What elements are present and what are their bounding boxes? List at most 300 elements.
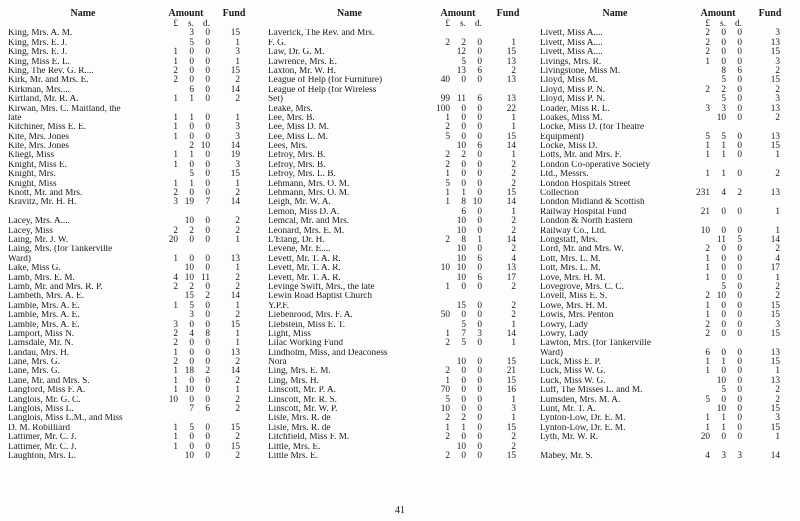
- donor-row: [268, 142, 531, 151]
- header-name: Name: [602, 8, 628, 19]
- amount-pence: 0: [737, 281, 742, 292]
- amount-pence: 0: [477, 188, 482, 199]
- fund-number: 3: [235, 159, 240, 170]
- donor-name: Lawton, Mrs. (for Tankerville: [540, 339, 651, 349]
- donor-name: Luck, Miss E. P.: [540, 358, 601, 368]
- donor-name: Lehmann, Mrs. O. M.: [268, 189, 350, 199]
- donor-row: [540, 180, 795, 189]
- donor-name: Knight, Mrs.: [8, 170, 56, 180]
- amount-shillings: 3: [721, 103, 726, 114]
- fund-number: 3: [775, 413, 780, 424]
- donor-name: Kirwan, Mrs. C. Maitland, the: [8, 104, 121, 114]
- fund-number: 19: [230, 150, 240, 161]
- amount-shillings: 15: [184, 291, 194, 302]
- amount-pence: 0: [205, 84, 210, 95]
- amount-shillings: 2: [461, 37, 466, 48]
- amount-pence: 0: [477, 112, 482, 123]
- amount-shillings: 10: [716, 112, 726, 123]
- fund-number: 3: [235, 122, 240, 133]
- amount-shillings: 0: [461, 375, 466, 386]
- donor-row: [8, 217, 258, 226]
- donor-name: Lynton-Low, Dr. E. M.: [540, 423, 626, 433]
- donor-name: Lotts, Mr. and Mrs. F.: [540, 151, 622, 161]
- donor-row: [8, 414, 258, 423]
- donor-row: [268, 339, 531, 348]
- amount-shillings: 0: [189, 375, 194, 386]
- donor-row: [268, 198, 531, 207]
- donor-row: [540, 208, 795, 217]
- donor-row: [8, 48, 258, 57]
- amount-shillings: 0: [461, 169, 466, 180]
- amount-pence: 0: [477, 338, 482, 349]
- donor-row: [540, 274, 795, 283]
- amount-shillings: 0: [721, 244, 726, 255]
- amount-shillings: 0: [721, 310, 726, 321]
- donor-row: [8, 377, 258, 386]
- amount-pounds: 1: [173, 56, 178, 67]
- donor-name: Knight, Miss E.: [8, 160, 67, 170]
- amount-shillings: 0: [721, 56, 726, 67]
- amount-pence: 0: [477, 47, 482, 58]
- amount-pence: 6: [477, 141, 482, 152]
- amount-pounds: 10: [168, 394, 178, 405]
- amount-pounds: 1: [173, 300, 178, 311]
- fund-number: 15: [770, 141, 780, 152]
- donor-row: [540, 396, 795, 405]
- donor-row: [268, 161, 531, 170]
- amount-shillings: 10: [716, 404, 726, 415]
- fund-number: 3: [235, 47, 240, 58]
- amount-shillings: 4: [721, 188, 726, 199]
- donor-row: [8, 274, 258, 283]
- donor-name: Linscott, Mr. R. S.: [268, 395, 337, 405]
- donor-row: [8, 452, 258, 461]
- donor-row: [8, 330, 258, 339]
- fund-number: 1: [511, 319, 516, 330]
- fund-number: 1: [235, 178, 240, 189]
- amount-pounds: 1: [445, 188, 450, 199]
- amount-shillings: 0: [721, 347, 726, 358]
- amount-shillings: 0: [461, 103, 466, 114]
- fund-number: 13: [506, 56, 516, 67]
- amount-pence: 0: [477, 441, 482, 452]
- donor-row: [540, 198, 795, 207]
- amount-pounds: 1: [173, 94, 178, 105]
- donor-name: Little, Mrs. E.: [268, 442, 321, 452]
- donor-row: [8, 302, 258, 311]
- donor-row: [8, 133, 258, 142]
- donor-name: Livett, Miss A....: [540, 29, 603, 39]
- donor-name: Longstaff, Mrs.: [540, 235, 598, 245]
- amount-shillings: 10: [456, 357, 466, 368]
- fund-number: 1: [775, 225, 780, 236]
- amount-pence: 0: [737, 272, 742, 283]
- amount-pence: 0: [737, 141, 742, 152]
- amount-shillings: 2: [461, 413, 466, 424]
- donor-name: Kliegl, Miss: [8, 151, 54, 161]
- amount-shillings: 0: [189, 131, 194, 142]
- amount-pence: 0: [737, 84, 742, 95]
- fund-number: 15: [230, 169, 240, 180]
- donor-row: [540, 86, 795, 95]
- donor-name: Lovegrove, Mrs. C. C.: [540, 282, 624, 292]
- column-header: [540, 8, 795, 20]
- donor-row: [8, 349, 258, 358]
- donor-name: Levene, Mr. E....: [268, 245, 331, 255]
- donor-row: [540, 311, 795, 320]
- donor-name: Kite, Mrs. Jones: [8, 132, 69, 142]
- fund-number: 1: [511, 37, 516, 48]
- amount-pounds: 2: [705, 291, 710, 302]
- donor-row: [268, 414, 531, 423]
- fund-number: 15: [770, 47, 780, 58]
- fund-number: 17: [770, 263, 780, 274]
- amount-pounds: 2: [705, 244, 710, 255]
- amount-shillings: 2: [189, 225, 194, 236]
- fund-number: 1: [235, 263, 240, 274]
- amount-pence: 0: [205, 234, 210, 245]
- amount-pence: 0: [477, 375, 482, 386]
- donor-name: Love, Mrs. H. M.: [540, 273, 606, 283]
- donor-name: Laing, Mrs. (for Tankerville: [8, 245, 113, 255]
- amount-pounds: 6: [705, 347, 710, 358]
- donor-row: [268, 283, 531, 292]
- donor-row: [540, 255, 795, 264]
- donor-rows: [8, 29, 258, 461]
- amount-shillings: 1: [461, 188, 466, 199]
- amount-shillings: 10: [456, 216, 466, 227]
- amount-pence: 0: [205, 131, 210, 142]
- donor-name: Linscott, Mr. W. P.: [268, 405, 338, 415]
- fund-number: 2: [775, 291, 780, 302]
- donor-name: League of Help (for Wireless: [268, 85, 377, 95]
- donor-name: Lloyd, Miss P. N.: [540, 85, 606, 95]
- donor-column-1: [8, 8, 258, 461]
- amount-pounds: 10: [440, 263, 450, 274]
- amount-pounds: 1: [705, 366, 710, 377]
- donor-row: [540, 29, 795, 38]
- amount-pounds: 1: [173, 131, 178, 142]
- amount-pence: 0: [205, 253, 210, 264]
- amount-pounds: 2: [705, 84, 710, 95]
- donor-row: [8, 67, 258, 76]
- header-shilling: s.: [188, 19, 194, 29]
- fund-number: 14: [770, 234, 780, 245]
- amount-pounds: 1: [445, 169, 450, 180]
- header-pound: £: [445, 19, 450, 29]
- amount-pence: 0: [205, 357, 210, 368]
- donor-row: [540, 283, 795, 292]
- amount-shillings: 10: [456, 272, 466, 283]
- donor-name: London Midland & Scottish: [540, 198, 645, 208]
- donor-name: Langlois, Miss L.: [8, 405, 74, 415]
- fund-number: 2: [775, 244, 780, 255]
- amount-shillings: 0: [721, 225, 726, 236]
- amount-shillings: 0: [461, 366, 466, 377]
- amount-pence: 0: [477, 432, 482, 443]
- amount-shillings: 10: [716, 291, 726, 302]
- amount-pence: 3: [737, 450, 742, 461]
- header-pound: £: [705, 19, 710, 29]
- donor-row: [268, 170, 531, 179]
- amount-pounds: 1: [445, 281, 450, 292]
- amount-shillings: 5: [189, 422, 194, 433]
- donor-name: Lefroy, Mrs. B.: [268, 151, 326, 161]
- amount-pounds: 2: [705, 37, 710, 48]
- amount-shillings: 18: [184, 366, 194, 377]
- fund-number: 14: [506, 141, 516, 152]
- donor-row: [8, 95, 258, 104]
- amount-shillings: 11: [717, 234, 726, 245]
- amount-shillings: 0: [189, 319, 194, 330]
- donor-name: Lane, Mr. and Mrs. S.: [8, 376, 90, 386]
- donor-name: Railway Hospital Fund: [540, 207, 627, 217]
- amount-pounds: 4: [705, 450, 710, 461]
- amount-shillings: 19: [184, 197, 194, 208]
- donor-name: Lattimer, Mr. C. J.: [8, 433, 77, 443]
- donor-column-3: [540, 8, 795, 461]
- donor-name: Lawrence, Mrs. E.: [268, 57, 337, 67]
- header-pence: d.: [475, 19, 482, 29]
- donor-row: [8, 264, 258, 273]
- donor-row: [268, 236, 531, 245]
- header-shilling: s.: [720, 19, 726, 29]
- amount-shillings: 10: [184, 272, 194, 283]
- donor-row: [8, 339, 258, 348]
- donor-name: Lisle, Mrs. R. de: [268, 423, 331, 433]
- fund-number: 13: [770, 131, 780, 142]
- fund-number: 2: [235, 310, 240, 321]
- fund-number: 1: [511, 122, 516, 133]
- amount-shillings: 5: [721, 385, 726, 396]
- donor-name: D. M. Robilliard: [8, 423, 70, 433]
- amount-pounds: 20: [700, 432, 710, 443]
- amount-pence: 0: [477, 281, 482, 292]
- amount-pounds: 2: [173, 281, 178, 292]
- fund-number: 15: [770, 300, 780, 311]
- donor-row: [540, 433, 795, 442]
- fund-number: 2: [235, 394, 240, 405]
- donor-row: [268, 180, 531, 189]
- donor-name: Lees, Mrs.: [268, 142, 308, 152]
- amount-shillings: 1: [721, 141, 726, 152]
- amount-shillings: 0: [461, 159, 466, 170]
- fund-number: 3: [775, 94, 780, 105]
- amount-pounds: 2: [173, 188, 178, 199]
- donor-name: Lambeth, Mrs. A. E.: [8, 292, 85, 302]
- amount-shillings: 0: [189, 65, 194, 76]
- fund-number: 15: [770, 75, 780, 86]
- amount-shillings: 0: [721, 394, 726, 405]
- amount-pence: 0: [737, 291, 742, 302]
- amount-pounds: 2: [173, 328, 178, 339]
- donor-row: [8, 311, 258, 320]
- donor-row: [540, 58, 795, 67]
- fund-number: 15: [506, 47, 516, 58]
- donor-name: Lewin Road Baptist Church: [268, 292, 373, 302]
- donor-row: [268, 405, 531, 414]
- donor-name: Langford, Miss F. A.: [8, 386, 86, 396]
- donor-row: [8, 358, 258, 367]
- amount-pence: 0: [205, 28, 210, 39]
- donor-row: [268, 452, 531, 461]
- amount-pounds: 5: [445, 178, 450, 189]
- donor-row: [540, 105, 795, 114]
- amount-pence: 0: [737, 150, 742, 161]
- donor-name: Ltd., Messrs.: [540, 170, 589, 180]
- donor-name: Little Mrs. E.: [268, 451, 319, 461]
- donor-name: Landau, Mrs. H.: [8, 348, 70, 358]
- amount-pounds: 2: [705, 328, 710, 339]
- amount-pence: 0: [205, 263, 210, 274]
- amount-pounds: 1: [173, 159, 178, 170]
- donor-row: [540, 227, 795, 236]
- fund-number: 2: [235, 225, 240, 236]
- amount-shillings: 0: [189, 253, 194, 264]
- fund-number: 4: [511, 253, 516, 264]
- fund-number: 13: [770, 103, 780, 114]
- amount-pounds: 1: [445, 422, 450, 433]
- amount-pounds: 231: [696, 188, 710, 199]
- donor-name: Langlois, Mr. G. C.: [8, 395, 81, 405]
- amount-pounds: 10: [440, 404, 450, 415]
- fund-number: 1: [775, 150, 780, 161]
- donor-name: Lunt, Mr. T. A.: [540, 405, 596, 415]
- fund-number: 1: [235, 338, 240, 349]
- donor-row: [8, 245, 258, 254]
- amount-shillings: 0: [461, 432, 466, 443]
- amount-pounds: 1: [445, 112, 450, 123]
- amount-shillings: 1: [189, 150, 194, 161]
- fund-number: 15: [506, 131, 516, 142]
- donor-name: Lord, Mr. and Mrs. W.: [540, 245, 624, 255]
- amount-shillings: 0: [189, 122, 194, 133]
- amount-shillings: 0: [461, 310, 466, 321]
- amount-shillings: 1: [721, 413, 726, 424]
- amount-shillings: 8: [461, 234, 466, 245]
- amount-pounds: 2: [445, 338, 450, 349]
- amount-shillings: 0: [721, 300, 726, 311]
- header-fund: Fund: [222, 8, 246, 19]
- donor-row: [8, 151, 258, 160]
- donor-name: L'Etang, Dr. H.: [268, 235, 325, 245]
- fund-number: 2: [235, 281, 240, 292]
- fund-number: 2: [511, 310, 516, 321]
- fund-number: 2: [235, 188, 240, 199]
- amount-shillings: 2: [461, 150, 466, 161]
- fund-number: 21: [506, 366, 516, 377]
- amount-pounds: 1: [445, 375, 450, 386]
- amount-pence: 0: [477, 56, 482, 67]
- amount-shillings: 1: [189, 112, 194, 123]
- amount-pounds: 2: [445, 159, 450, 170]
- donor-row: [540, 217, 795, 226]
- donor-row: [8, 170, 258, 179]
- donor-name: Laverick, The Rev. and Mrs.: [268, 29, 375, 39]
- fund-number: 15: [506, 357, 516, 368]
- amount-pence: 0: [737, 357, 742, 368]
- donor-row: [540, 452, 795, 461]
- donor-name: Nora: [268, 358, 287, 368]
- amount-shillings: 7: [189, 404, 194, 415]
- amount-shillings: 5: [461, 319, 466, 330]
- donor-name: Kravitz, Mr. H. H.: [8, 198, 77, 208]
- donor-row: [540, 76, 795, 85]
- fund-number: 1: [235, 37, 240, 48]
- donor-row: [8, 58, 258, 67]
- amount-pence: 0: [737, 394, 742, 405]
- donor-name: King, The Rev. G. R....: [8, 66, 94, 76]
- amount-pence: 0: [737, 310, 742, 321]
- amount-pence: 0: [737, 112, 742, 123]
- fund-number: 14: [506, 197, 516, 208]
- donor-row: [268, 349, 531, 358]
- donor-name: Locke, Miss D. (for Theatre: [540, 123, 645, 133]
- fund-number: 2: [775, 112, 780, 123]
- donor-name: Lattimer, Mr. C. J.: [8, 442, 77, 452]
- donor-name: Lane, Mrs. G.: [8, 358, 60, 368]
- donor-row: [268, 255, 531, 264]
- donor-name: Railway Co., Ltd.: [540, 226, 607, 236]
- amount-shillings: 0: [461, 450, 466, 461]
- amount-pence: 0: [737, 47, 742, 58]
- donor-row: [8, 105, 258, 114]
- amount-pounds: 2: [705, 28, 710, 39]
- donor-row: [540, 405, 795, 414]
- donor-row: [268, 274, 531, 283]
- amount-shillings: 4: [189, 328, 194, 339]
- amount-shillings: 3: [189, 28, 194, 39]
- donor-row: [540, 39, 795, 48]
- fund-number: 2: [511, 178, 516, 189]
- fund-number: 1: [235, 328, 240, 339]
- donor-row: [8, 114, 258, 123]
- donor-name: Kirkman, Mrs....: [8, 85, 70, 95]
- amount-shillings: 15: [456, 300, 466, 311]
- amount-pence: 0: [205, 37, 210, 48]
- amount-pounds: 1: [445, 328, 450, 339]
- currency-subheader: [540, 20, 795, 29]
- fund-number: 3: [235, 131, 240, 142]
- donor-row: [268, 217, 531, 226]
- amount-shillings: 0: [721, 206, 726, 217]
- amount-shillings: 5: [189, 169, 194, 180]
- amount-shillings: 10: [456, 225, 466, 236]
- fund-number: 3: [775, 319, 780, 330]
- donor-name: Lee, Miss L. M.: [268, 132, 328, 142]
- fund-number: 13: [770, 375, 780, 386]
- fund-number: 13: [506, 263, 516, 274]
- amount-pounds: 1: [173, 385, 178, 396]
- amount-shillings: 5: [721, 75, 726, 86]
- donor-row: [8, 29, 258, 38]
- donor-row: [540, 367, 795, 376]
- donor-row: [268, 264, 531, 273]
- fund-number: 14: [230, 291, 240, 302]
- amount-pence: 0: [737, 94, 742, 105]
- donor-name: Lyth, Mr. W. R.: [540, 433, 599, 443]
- donor-rows: [540, 29, 795, 461]
- donor-name: Light, Miss: [268, 329, 311, 339]
- column-header: [268, 8, 531, 20]
- donor-name: Lisle, Mrs. R. de: [268, 414, 331, 424]
- amount-pounds: 2: [173, 225, 178, 236]
- amount-pence: 0: [477, 357, 482, 368]
- amount-pence: 10: [472, 197, 482, 208]
- fund-number: 3: [775, 56, 780, 67]
- amount-pence: 0: [477, 263, 482, 274]
- donor-row: [540, 386, 795, 395]
